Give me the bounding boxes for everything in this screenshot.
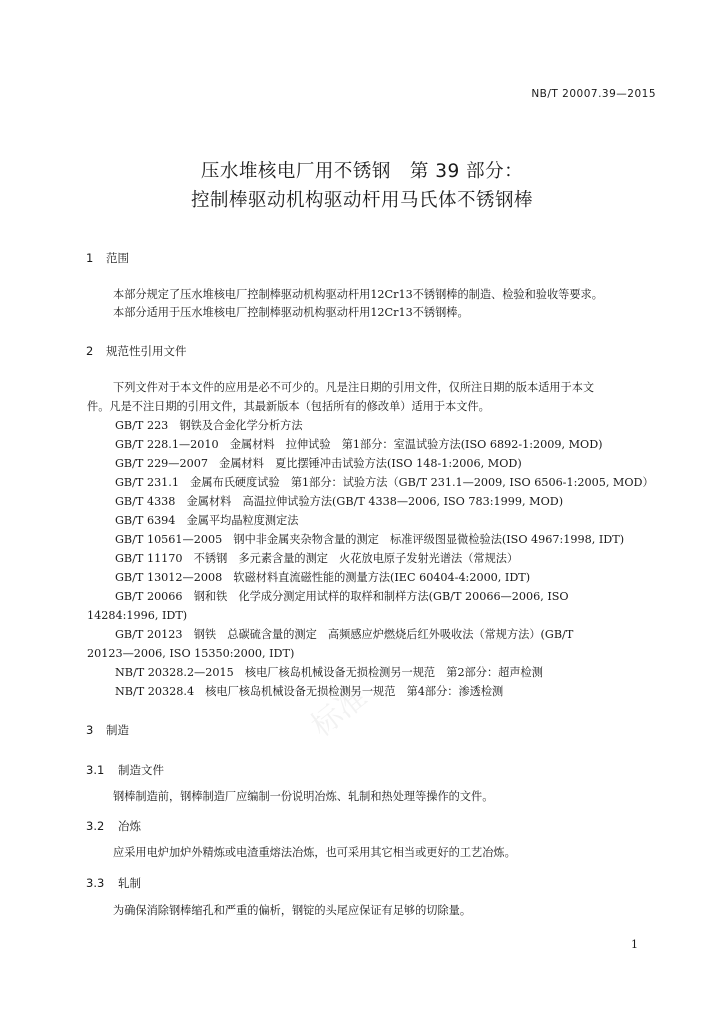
document-title-line1: 压水堆核电厂用不锈钢 第 39 部分： — [200, 161, 524, 182]
scope-paragraph-1: 本部分规定了压水堆核电厂控制棒驱动机构驱动杆用12Cr13不锈钢棒的制造、检验和验收等要求。 — [113, 288, 603, 301]
section-number: 3.1 — [86, 763, 105, 777]
section-3-3-heading — [86, 875, 141, 891]
reference-item: GB/T 229—2007 金属材料 夏比摆锤冲击试验方法(ISO 148-1:2006, MOD) — [115, 457, 522, 470]
watermark: 标准 — [304, 679, 374, 744]
page-number: 1 — [631, 938, 638, 951]
reference-item: NB/T 20328.4 核电厂核岛机械设备无损检测另一规范 第4部分：渗透检测 — [115, 685, 504, 698]
section-3-2-heading — [86, 818, 141, 834]
reference-item: GB/T 10561—2005 钢中非金属夹杂物含量的测定 标准评级图显微检验法(ISO 4967:1998, IDT) — [115, 533, 625, 546]
section-2-heading — [86, 343, 187, 359]
section-3-heading — [86, 722, 129, 738]
reference-item: GB/T 20066 钢和铁 化学成分测定用试样的取样和制样方法(GB/T 20066—2006, ISO — [115, 590, 569, 603]
section-title: 范围 — [106, 251, 129, 265]
reference-item-continuation: 20123—2006, ISO 15350:2000, IDT) — [87, 647, 295, 660]
section-number: 3 — [86, 723, 94, 737]
reference-item: GB/T 4338 金属材料 高温拉伸试验方法(GB/T 4338—2006, ISO 783:1999, MOD) — [115, 495, 564, 508]
section-title: 冶炼 — [118, 819, 141, 833]
section-3-1-text: 钢棒制造前，钢棒制造厂应编制一份说明冶炼、轧制和热处理等操作的文件。 — [113, 790, 494, 803]
reference-item-continuation: 14284:1996, IDT) — [87, 609, 188, 622]
reference-item: GB/T 13012—2008 软磁材料直流磁性能的测量方法(IEC 60404-4:2000, IDT) — [115, 571, 531, 584]
reference-item: GB/T 228.1—2010 金属材料 拉伸试验 第1部分：室温试验方法(ISO 6892-1:2009, MOD) — [115, 438, 603, 451]
section-title: 规范性引用文件 — [106, 344, 187, 358]
section-3-3-text: 为确保消除钢棒缩孔和严重的偏析，钢锭的头尾应保证有足够的切除量。 — [113, 904, 472, 917]
section-title: 制造文件 — [118, 763, 164, 777]
references-intro-line1: 下列文件对于本文件的应用是必不可少的。凡是注日期的引用文件，仅所注日期的版本适用于本文 — [113, 381, 595, 394]
section-number: 2 — [86, 344, 94, 358]
document-title-line2: 控制棒驱动机构驱动杆用马氏体不锈钢棒 — [190, 190, 533, 211]
references-intro-line2: 件。凡是不注日期的引用文件，其最新版本（包括所有的修改单）适用于本文件。 — [87, 400, 490, 413]
reference-item: GB/T 223 钢铁及合金化学分析方法 — [115, 419, 303, 432]
section-title: 制造 — [106, 723, 129, 737]
reference-item: NB/T 20328.2—2015 核电厂核岛机械设备无损检测另一规范 第2部分：超声检测 — [115, 666, 543, 679]
section-3-1-heading — [86, 762, 164, 778]
section-3-2-text: 应采用电炉加炉外精炼或电渣重熔法冶炼，也可采用其它相当或更好的工艺冶炼。 — [113, 846, 516, 859]
reference-item: GB/T 20123 钢铁 总碳硫含量的测定 高频感应炉燃烧后红外吸收法（常规方法）(GB/T — [115, 628, 574, 641]
reference-item: GB/T 231.1 金属布氏硬度试验 第1部分：试验方法（GB/T 231.1—2009, ISO 6506-1:2005, MOD） — [115, 476, 654, 489]
standard-code: NB/T 20007.39—2015 — [531, 88, 656, 100]
section-number: 1 — [86, 251, 94, 265]
section-number: 3.3 — [86, 876, 105, 890]
reference-item: GB/T 6394 金属平均晶粒度测定法 — [115, 514, 299, 527]
section-title: 轧制 — [118, 876, 141, 890]
scope-paragraph-2: 本部分适用于压水堆核电厂控制棒驱动机构驱动杆用12Cr13不锈钢棒。 — [113, 306, 469, 319]
reference-item: GB/T 11170 不锈钢 多元素含量的测定 火花放电原子发射光谱法（常规法） — [115, 552, 519, 565]
section-number: 3.2 — [86, 819, 105, 833]
section-1-heading — [86, 250, 129, 266]
